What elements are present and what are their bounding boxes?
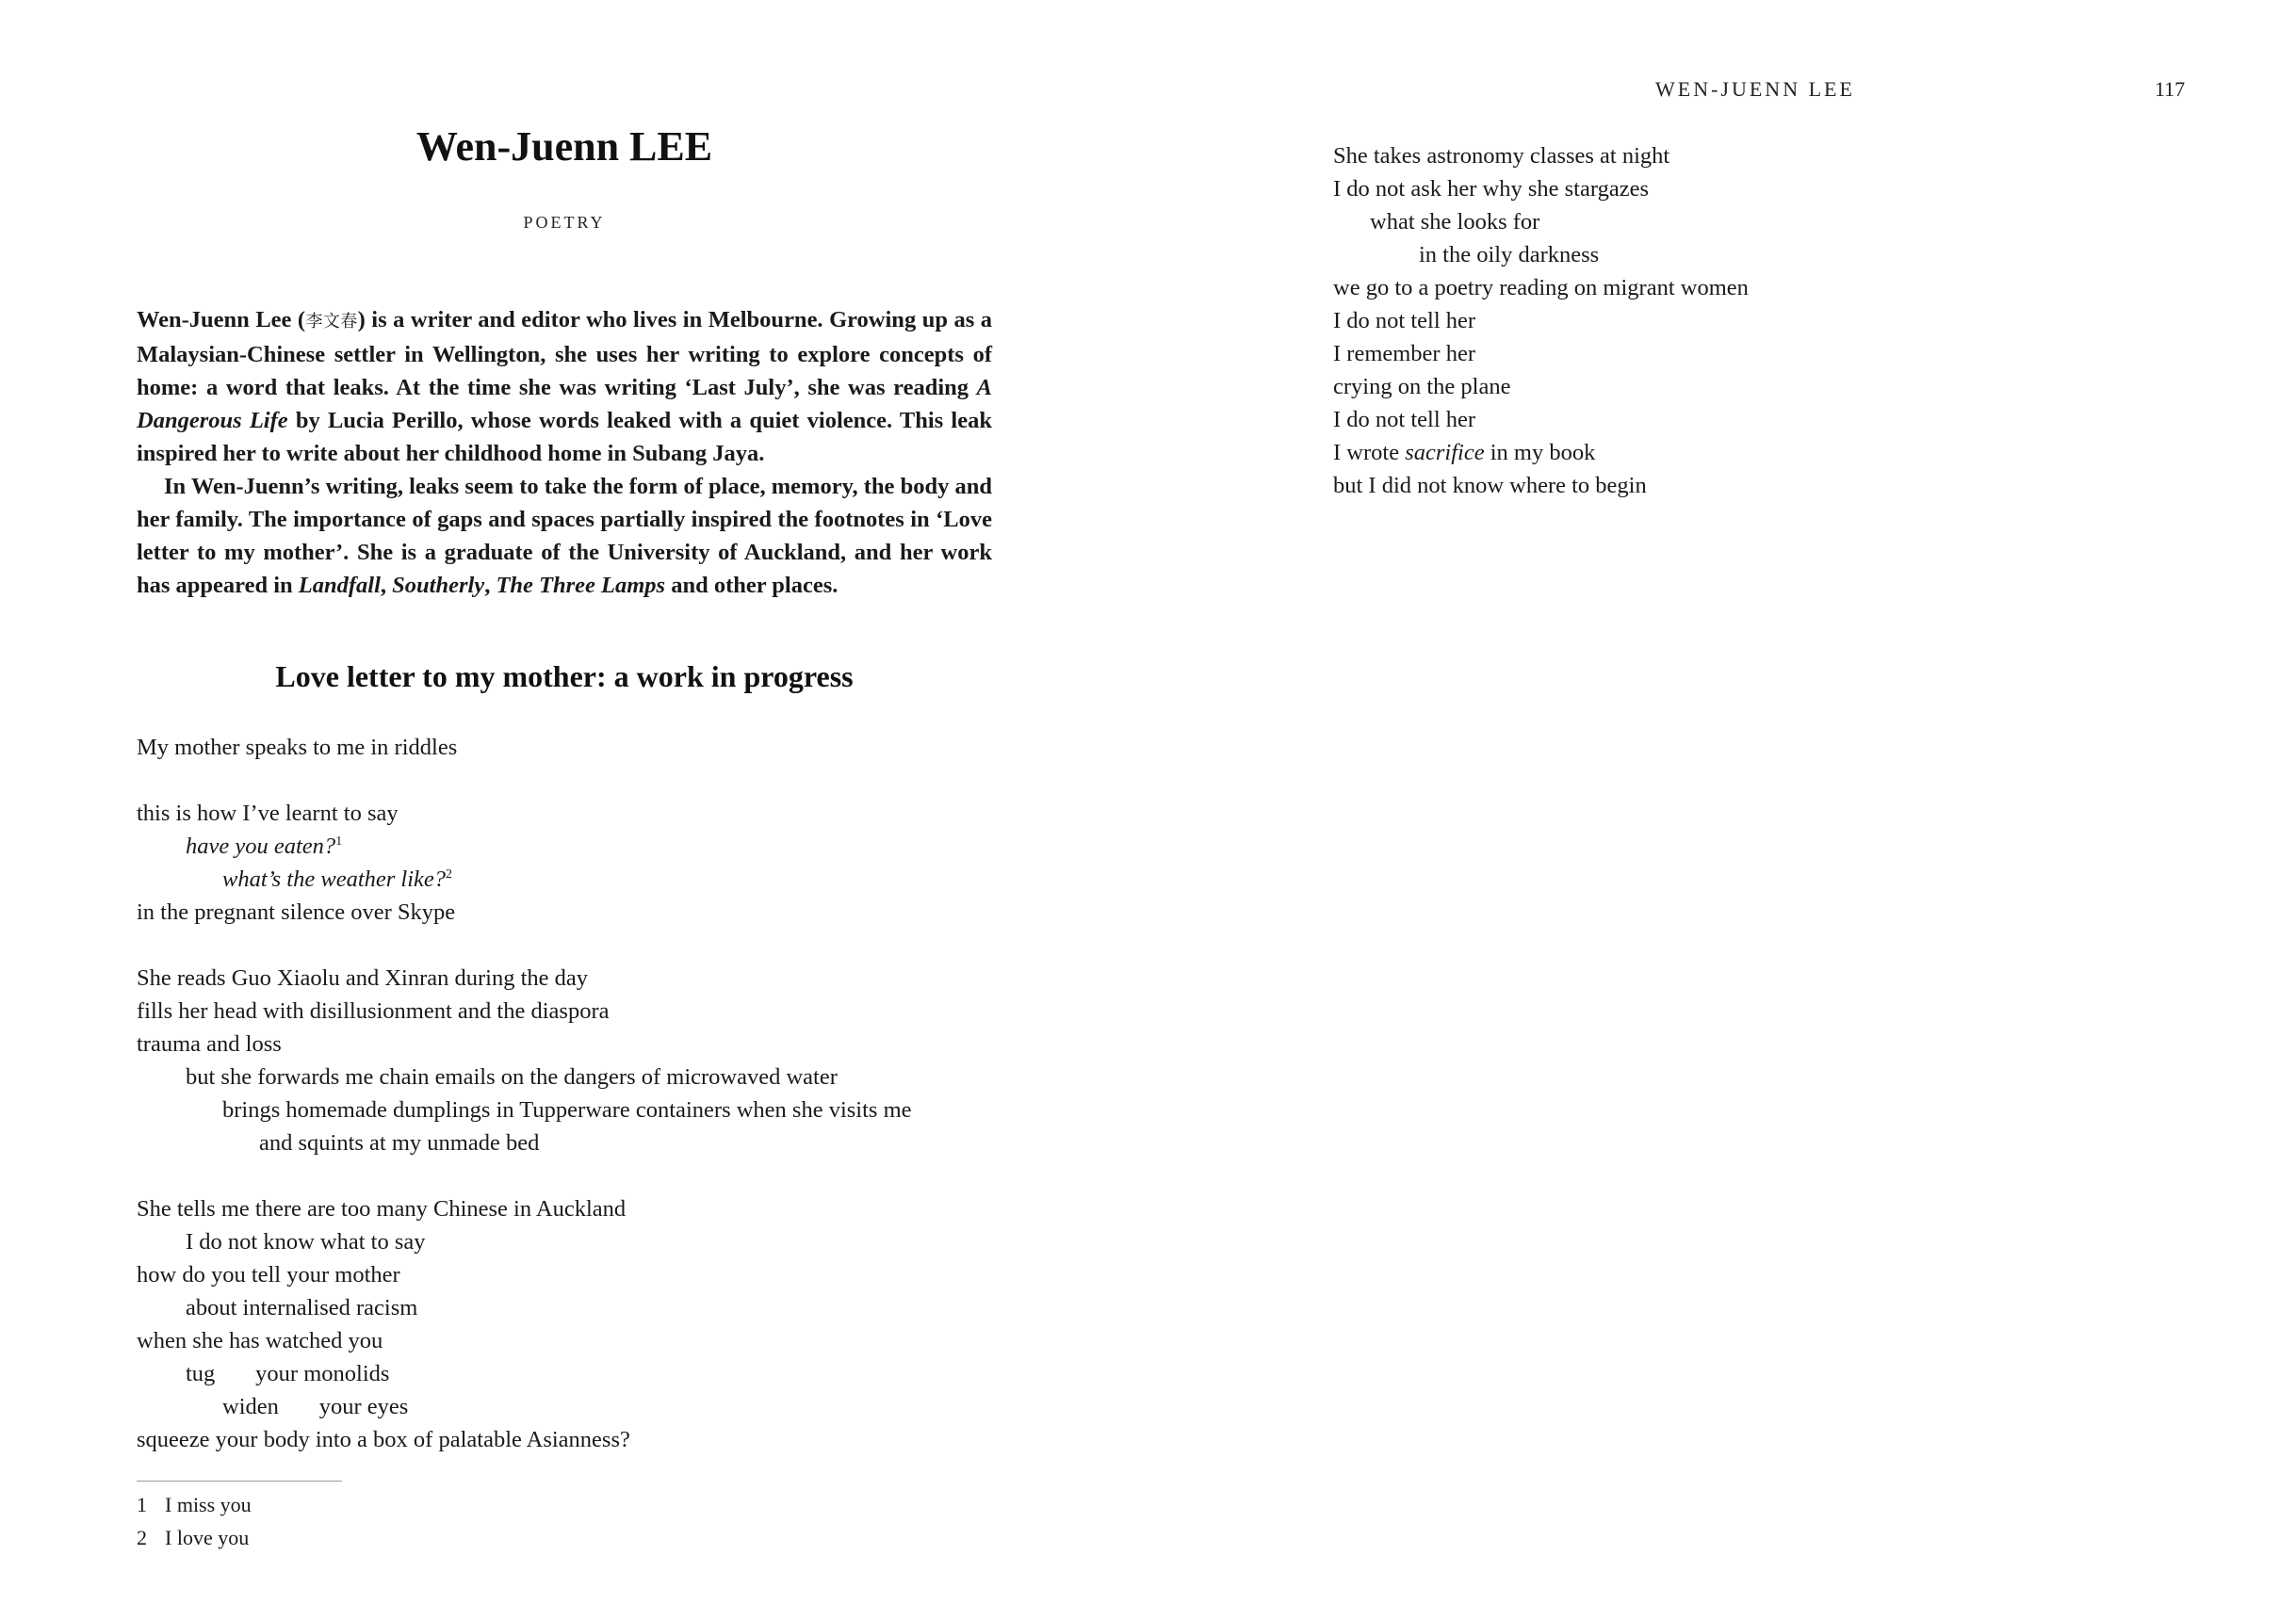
poem-line-text: what’s the weather like?	[222, 867, 447, 892]
author-bio	[137, 303, 992, 602]
text-run: in my book	[1484, 440, 1596, 465]
poem-line	[1333, 271, 1749, 304]
right-page	[1148, 0, 2296, 1620]
poem-line-text: She reads Guo Xiaolu and Xinran during the day	[137, 965, 588, 991]
poem-line-text: fills her head with disillusionment and the diaspora	[137, 998, 610, 1024]
poem-left-column	[137, 731, 912, 1456]
footnote-text: I love you	[165, 1526, 250, 1549]
poem-line-text: She takes astronomy classes at night	[1333, 143, 1670, 169]
footnote	[137, 1488, 252, 1521]
bio-paragraph-1	[137, 303, 992, 470]
poem-line-text: in the oily darkness	[1419, 242, 1600, 267]
poem-line	[137, 1159, 912, 1192]
poem-line-text: tug your monolids	[186, 1361, 390, 1386]
poem-line-text: but I did not know where to begin	[1333, 473, 1647, 498]
footnotes	[137, 1488, 252, 1554]
poem-line	[137, 797, 912, 830]
poem-line-text: we go to a poetry reading on migrant women	[1333, 275, 1749, 300]
poem-line	[1333, 337, 1749, 370]
poem-line	[137, 1061, 912, 1094]
poem-line-text: about internalised racism	[186, 1295, 418, 1320]
poem-title: Love letter to my mother: a work in progress	[275, 659, 854, 693]
italic-text: The Three Lamps	[496, 573, 666, 598]
text-run: and other places.	[665, 573, 839, 598]
poem-line-text: I do not know what to say	[186, 1229, 426, 1255]
poem-line	[137, 995, 912, 1028]
text-run: by Lucia Perillo, whose words leaked with a quiet violence. This leak inspired her to write about her childhood home in Subang Jaya.	[137, 408, 992, 466]
poem-line-text: widen your eyes	[222, 1394, 409, 1419]
footnote-number: 2	[137, 1526, 147, 1549]
footnote-reference: 1	[335, 834, 343, 849]
poem-line-text: I do not tell her	[1333, 407, 1476, 432]
italic-text: sacrifice	[1405, 440, 1485, 465]
poem-line	[137, 1357, 912, 1390]
poem-line	[137, 1225, 912, 1258]
poem-line	[137, 896, 912, 929]
text-run: ,	[380, 573, 393, 598]
text-run: Wen-Juenn Lee (	[137, 307, 306, 332]
bio-paragraph-2	[137, 470, 992, 602]
poem-line-text: I do not tell her	[1333, 308, 1476, 333]
poem-line-text: She tells me there are too many Chinese in Auckland	[137, 1196, 627, 1222]
poem-line	[137, 1324, 912, 1357]
footnote	[137, 1521, 252, 1554]
text-run: ) is a writer and editor who lives in Melbourne. Growing up as a Malaysian-Chinese settler in Wellington, she uses her writing to explore concepts of home: a word that leaks. At the time she was writing ‘Last July’, she was reading	[137, 307, 993, 400]
poem-line	[137, 1423, 912, 1456]
text-run: I wrote	[1333, 440, 1406, 465]
poem-line-text: crying on the plane	[1333, 374, 1511, 399]
text-run: ,	[484, 573, 497, 598]
poem-line	[1333, 304, 1749, 337]
poem-line	[137, 1094, 912, 1126]
footnote-number: 1	[137, 1493, 147, 1516]
footnote-divider	[137, 1481, 342, 1482]
poem-line	[137, 1291, 912, 1324]
poem-line	[1333, 403, 1749, 436]
poem-line-text: have you eaten?	[186, 834, 336, 859]
poem-line	[1333, 370, 1749, 403]
poem-line-text: brings homemade dumplings in Tupperware containers when she visits me	[222, 1097, 912, 1123]
poem-line	[1333, 469, 1749, 502]
poem-line-text: My mother speaks to me in riddles	[137, 735, 458, 760]
genre-label: POETRY	[523, 213, 606, 232]
poem-line-text: in the pregnant silence over Skype	[137, 899, 456, 925]
poem-line	[1333, 238, 1749, 271]
poem-line	[137, 929, 912, 962]
footnote-text: I miss you	[165, 1493, 252, 1516]
poem-line-text: this is how I’ve learnt to say	[137, 801, 399, 826]
poem-line	[137, 863, 912, 896]
poem-line-text: I remember her	[1333, 341, 1475, 366]
poem-line	[137, 1390, 912, 1423]
page-number: 117	[2155, 77, 2186, 101]
poem-line-text: what she looks for	[1370, 209, 1540, 235]
poem-line	[1333, 172, 1749, 205]
poem-line	[137, 1126, 912, 1159]
poem-line-text: trauma and loss	[137, 1031, 282, 1057]
poem-line	[1333, 205, 1749, 238]
italic-text: Landfall	[298, 573, 381, 598]
footnote-reference: 2	[446, 867, 453, 882]
poem-line-text: but she forwards me chain emails on the dangers of microwaved water	[186, 1064, 838, 1090]
poem-line	[137, 962, 912, 995]
poem-line	[137, 830, 912, 863]
poem-line-text: and squints at my unmade bed	[259, 1130, 540, 1156]
poem-line-text: squeeze your body into a box of palatable Asianness?	[137, 1427, 630, 1452]
text-run: 李文春	[305, 312, 358, 332]
poem-line	[1333, 436, 1749, 469]
italic-text: Southerly	[392, 573, 485, 598]
poem-line-text: I do not ask her why she stargazes	[1333, 176, 1649, 202]
poem-line	[137, 764, 912, 797]
poem-line	[137, 1028, 912, 1061]
poem-line-text: how do you tell your mother	[137, 1262, 400, 1288]
running-head: WEN-JUENN LEE	[1655, 77, 1855, 101]
poem-right-column	[1333, 139, 1749, 502]
poem-line	[137, 731, 912, 764]
author-title: Wen-Juenn LEE	[415, 123, 713, 170]
poem-line	[137, 1258, 912, 1291]
poem-line	[137, 1192, 912, 1225]
poem-line-text: when she has watched you	[137, 1328, 383, 1353]
poem-line	[1333, 139, 1749, 172]
text-run: In Wen-Juenn’s writing, leaks seem to take the form of place, memory, the body and her family. The importance of gaps and spaces partially inspired the footnotes in ‘Love letter to my mother’. She is a graduate of the University of Auckland, and her work has appeared in	[137, 474, 992, 598]
italic-text: A Dangerous Life	[137, 375, 992, 433]
